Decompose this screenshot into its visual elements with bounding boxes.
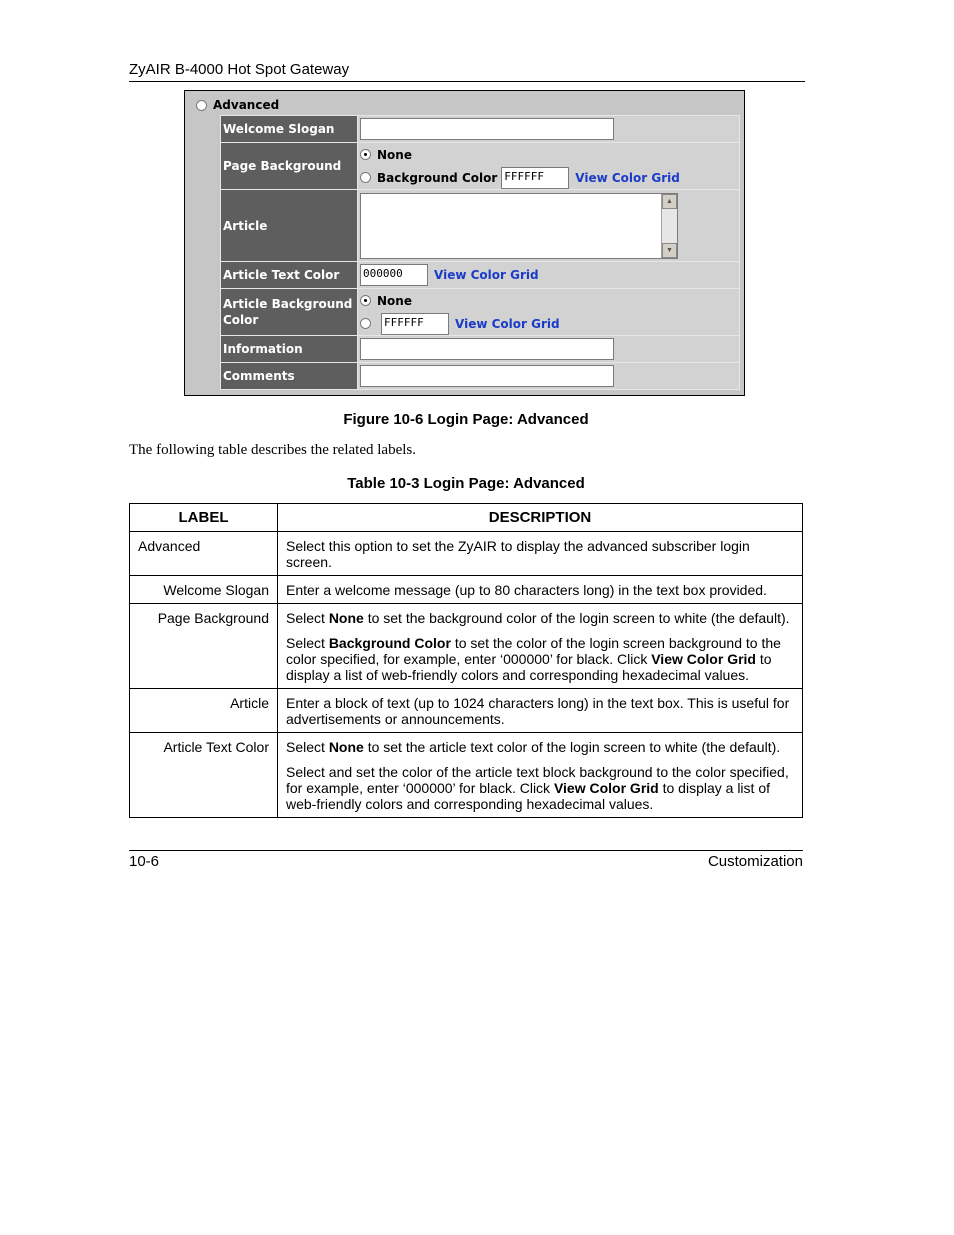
page-footer — [129, 850, 803, 870]
scroll-down-icon[interactable]: ▼ — [662, 243, 677, 258]
row-label: Advanced — [130, 532, 278, 576]
row-description: Select None to set the background color of the login screen to white (the default). Select Background Color to set the color of the login screen background to the color specified, for example, enter ‘000000’ for black. Click View Color Grid to display a list of web-friendly colors and corresponding hexadecimal values. — [278, 604, 803, 689]
login-page-advanced-figure — [184, 90, 745, 396]
table-row — [130, 604, 803, 689]
page-header: ZyAIR B-4000 Hot Spot Gateway — [129, 61, 805, 82]
article-bg-color-input[interactable]: FFFFFF — [381, 313, 449, 335]
information-input[interactable] — [360, 338, 614, 360]
page-background-label: Page Background — [221, 143, 358, 190]
page-bg-color-option[interactable] — [360, 166, 739, 189]
label-column-header: LABEL — [130, 504, 278, 532]
page-bg-none-option[interactable] — [360, 143, 739, 166]
figure-caption: Figure 10-6 Login Page: Advanced — [343, 411, 589, 428]
article-text-view-color-grid-link[interactable]: View Color Grid — [434, 268, 539, 282]
article-background-color-label: Article Background Color — [221, 289, 358, 336]
article-text-color-input[interactable]: 000000 — [360, 264, 428, 286]
article-scrollbar[interactable] — [661, 194, 677, 258]
article-textarea[interactable] — [360, 193, 678, 259]
row-description: Select this option to set the ZyAIR to display the advanced subscriber login screen. — [278, 532, 803, 576]
description-column-header: DESCRIPTION — [278, 504, 803, 532]
row-label: Page Background — [130, 604, 278, 689]
row-label: Article Text Color — [130, 733, 278, 818]
comments-input[interactable] — [360, 365, 614, 387]
advanced-option[interactable] — [196, 98, 279, 112]
article-bg-view-color-grid-link[interactable]: View Color Grid — [455, 316, 560, 331]
welcome-slogan-input[interactable] — [360, 118, 614, 140]
row-description: Enter a welcome message (up to 80 characters long) in the text box provided. — [278, 576, 803, 604]
advanced-settings-form — [220, 115, 740, 390]
table-caption: Table 10-3 Login Page: Advanced — [347, 475, 585, 492]
article-bg-color-option[interactable] — [360, 312, 739, 335]
table-row — [130, 689, 803, 733]
page-bg-none-radio[interactable] — [360, 149, 371, 160]
chapter-name: Customization — [707, 853, 803, 870]
intro-text: The following table describes the related labels. — [129, 442, 416, 458]
article-bg-none-label: None — [377, 293, 412, 308]
welcome-slogan-label: Welcome Slogan — [221, 116, 358, 143]
row-description: Select None to set the article text color of the login screen to white (the default). Select and set the color of the article text block background to the color specified, for example, enter ‘000000’ for black. Click View Color Grid to display a list of web-friendly colors and corresponding hexadecimal values. — [278, 733, 803, 818]
page-number: 10-6 — [129, 853, 160, 870]
comments-label: Comments — [221, 363, 358, 390]
background-color-label: Background Color — [377, 170, 498, 185]
table-row — [130, 576, 803, 604]
page-bg-view-color-grid-link[interactable]: View Color Grid — [575, 170, 680, 185]
row-label: Welcome Slogan — [130, 576, 278, 604]
row-description: Enter a block of text (up to 1024 characters long) in the text box. This is useful for advertisements or announcements. — [278, 689, 803, 733]
page-bg-none-label: None — [377, 147, 412, 162]
article-bg-none-option[interactable] — [360, 289, 739, 312]
row-label: Article — [130, 689, 278, 733]
scroll-up-icon[interactable]: ▲ — [662, 194, 677, 209]
table-row — [130, 733, 803, 818]
article-bg-color-radio[interactable] — [360, 318, 371, 329]
table-row — [130, 532, 803, 576]
page-bg-color-radio[interactable] — [360, 172, 371, 183]
article-bg-none-radio[interactable] — [360, 295, 371, 306]
labels-description-table — [129, 503, 803, 818]
page-bg-color-input[interactable]: FFFFFF — [501, 167, 569, 189]
advanced-label: Advanced — [213, 98, 280, 112]
article-label: Article — [221, 190, 358, 262]
article-text-color-label: Article Text Color — [221, 262, 358, 289]
advanced-radio[interactable] — [196, 100, 207, 111]
information-label: Information — [221, 336, 358, 363]
